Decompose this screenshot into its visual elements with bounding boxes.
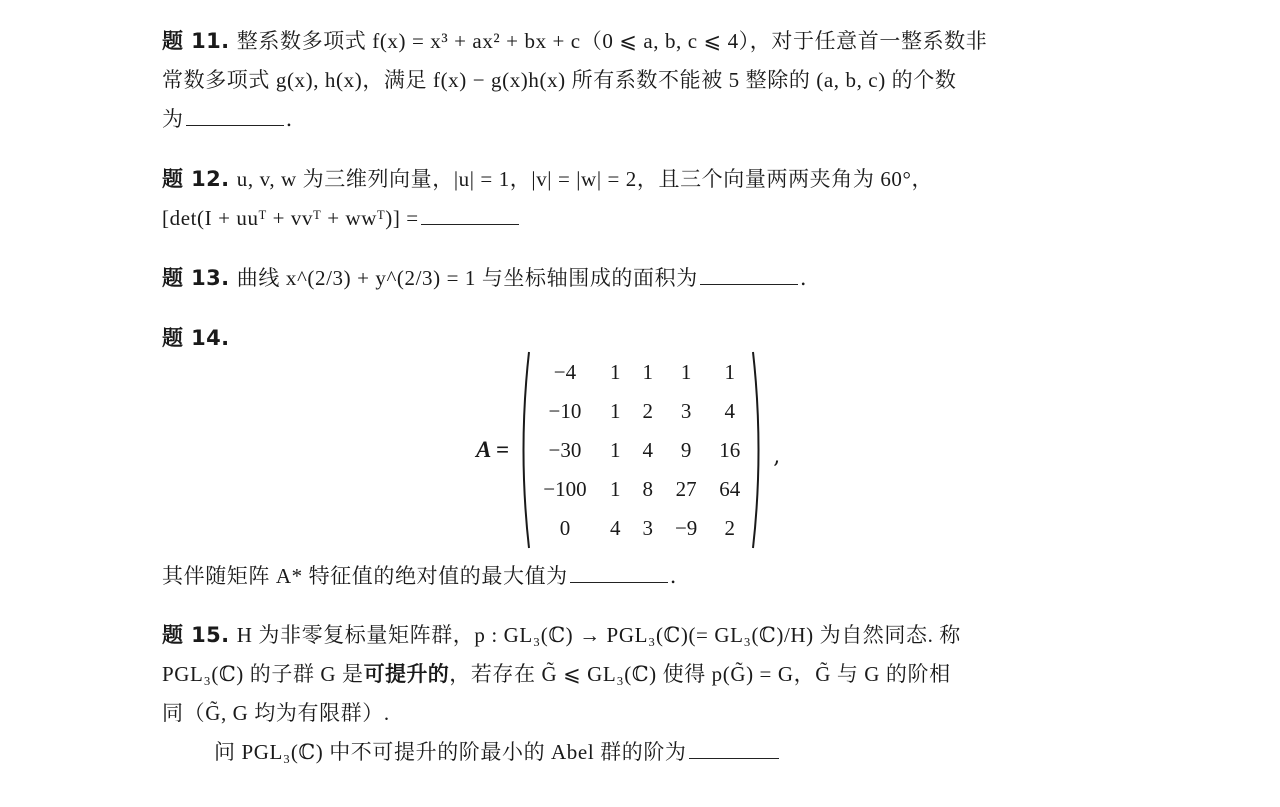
answer-blank-12[interactable] [421,223,519,225]
problem-15-line-4: 问 PGL₃(ℂ) 中不可提升的阶最小的 Abel 群的阶为 [214,740,687,764]
problem-14-end: . [669,564,678,588]
matrix-cell: 0 [559,515,571,540]
answer-blank-13[interactable] [700,283,798,285]
problem-14-label: 题 14. [162,326,230,350]
problem-11 [162,22,1122,139]
matrix-cell: −30 [548,437,582,462]
matrix-cell: 2 [642,398,653,423]
problem-15-line-1: H 为非零复标量矩阵群，p : GL₃(ℂ) → PGL₃(ℂ)(= GL₃(ℂ)/H) 为自然同态. 称 [236,623,961,647]
matrix-cell: −100 [543,476,587,501]
problem-12 [162,160,1122,238]
matrix-cell: 8 [642,476,653,501]
problem-13 [162,259,1122,298]
matrix-cell: 1 [609,437,621,462]
matrix-cell: −10 [548,398,582,423]
answer-blank-14[interactable] [570,581,668,583]
problem-11-end: . [285,107,293,131]
problem-15-line-2b: ，若存在 G̃ ⩽ GL₃(ℂ) 使得 p(G̃) = G，G̃ 与 G 的阶相 [449,662,951,686]
problem-15-label: 题 15. [162,623,230,647]
matrix-cell: 3 [680,398,692,423]
matrix-cell: 1 [609,476,621,501]
matrix-row [531,431,751,470]
matrix-cell: 1 [724,359,736,384]
matrix-cell: 4 [609,515,621,540]
answer-blank-15[interactable] [689,757,779,759]
problem-12-line-1: u, v, w 为三维列向量，|u| = 1，|v| = |w| = 2，且三个向量两两夹角为 60°， [236,167,934,191]
problem-15 [162,616,1122,772]
problem-15-line-3: 同（G̃, G 均为有限群）. [162,701,390,725]
matrix-row [531,509,751,548]
matrix-cell: 64 [719,476,741,501]
matrix-cell: 3 [642,515,653,540]
matrix-cell: 4 [724,398,736,423]
problem-14-question-text: 其伴随矩阵 A* 特征值的绝对值的最大值为 [162,564,568,588]
problem-11-label: 题 11. [162,29,230,53]
matrix-cell: −4 [553,359,577,384]
matrix-row [531,353,751,392]
matrix-A [531,353,751,548]
matrix-cell: 1 [609,359,621,384]
matrix-row [531,470,751,509]
problem-15-line-2a: PGL₃(ℂ) 的子群 G 是 [162,662,364,686]
matrix-cell: 27 [675,476,697,501]
problem-15-bold-term: 可提升的 [363,662,450,686]
problem-12-line-2: [det(I + uuᵀ + vvᵀ + wwᵀ)] = [162,206,419,230]
problem-14-question [162,557,1122,596]
matrix-cell: 16 [719,437,741,462]
matrix-cell: 9 [680,437,692,462]
problem-11-line-2: 常数多项式 g(x), h(x)，满足 f(x) − g(x)h(x) 所有系数不能被 5 整除的 (a, b, c) 的个数 [162,68,957,92]
matrix-cell: 1 [609,398,621,423]
problem-13-label: 题 13. [162,266,230,290]
problem-12-label: 题 12. [162,167,230,191]
answer-blank-11[interactable] [186,124,284,126]
problem-11-line-3: 为 [162,107,184,131]
matrix-block [476,350,780,550]
matrix-cell: 4 [642,437,653,462]
matrix-cell: 2 [724,515,736,540]
problem-13-text: 曲线 x^(2/3) + y^(2/3) = 1 与坐标轴围成的面积为 [236,266,698,290]
left-paren [517,350,531,550]
matrix-cell: −9 [674,515,698,540]
matrix-cell: 1 [680,359,692,384]
problem-11-line-1: 整系数多项式 f(x) = x³ + ax² + bx + c（0 ⩽ a, b, c ⩽ 4），对于任意首一整系数非 [236,29,988,53]
matrix-cell: 1 [642,359,653,384]
right-paren [751,350,765,550]
problem-13-end: . [799,266,808,290]
matrix-row [531,392,751,431]
matrix-name: A = [476,437,509,462]
matrix-comma: , [773,443,781,469]
